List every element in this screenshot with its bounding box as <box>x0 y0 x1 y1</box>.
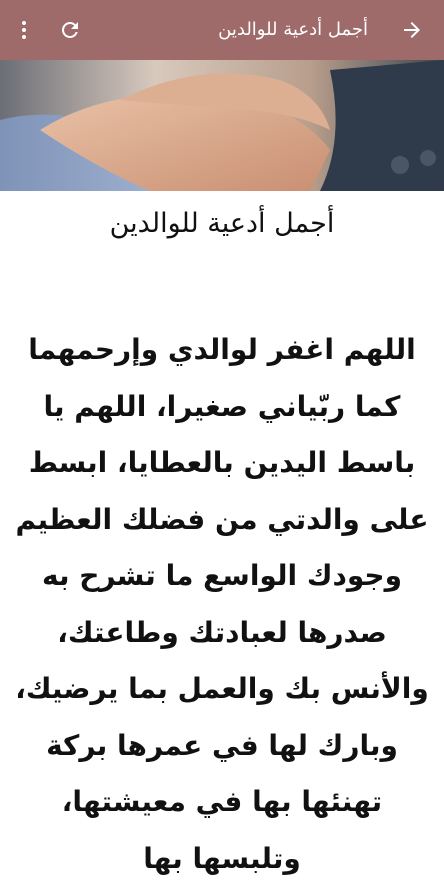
refresh-button[interactable] <box>46 0 94 60</box>
article-body: اللهم اغفر لوالدي وإرحمهما كما ربّياني صغيرا، اللهم يا باسط اليدين بالعطايا، ابسط على والدتي من فضلك العظيم وجودك الواسع ما تشرح به صدرها لعبادتك وطاعتك، والأنس بك والعمل بما يرضيك، وبارك لها في عمرها بركة تهنئها بها في معيشتها، وتلبسها بها <box>15 333 429 875</box>
refresh-icon <box>58 18 82 42</box>
article-title: أجمل أدعية للوالدين <box>109 208 335 239</box>
app-bar-title: أجمل أدعية للوالدين <box>218 19 368 40</box>
arrow-forward-icon <box>400 18 424 42</box>
app-bar <box>0 0 444 60</box>
hero-image <box>0 60 444 191</box>
back-button[interactable] <box>388 0 436 60</box>
holding-hands-photo <box>0 60 444 191</box>
more-options-button[interactable] <box>0 0 48 60</box>
more-vert-icon <box>12 18 36 42</box>
